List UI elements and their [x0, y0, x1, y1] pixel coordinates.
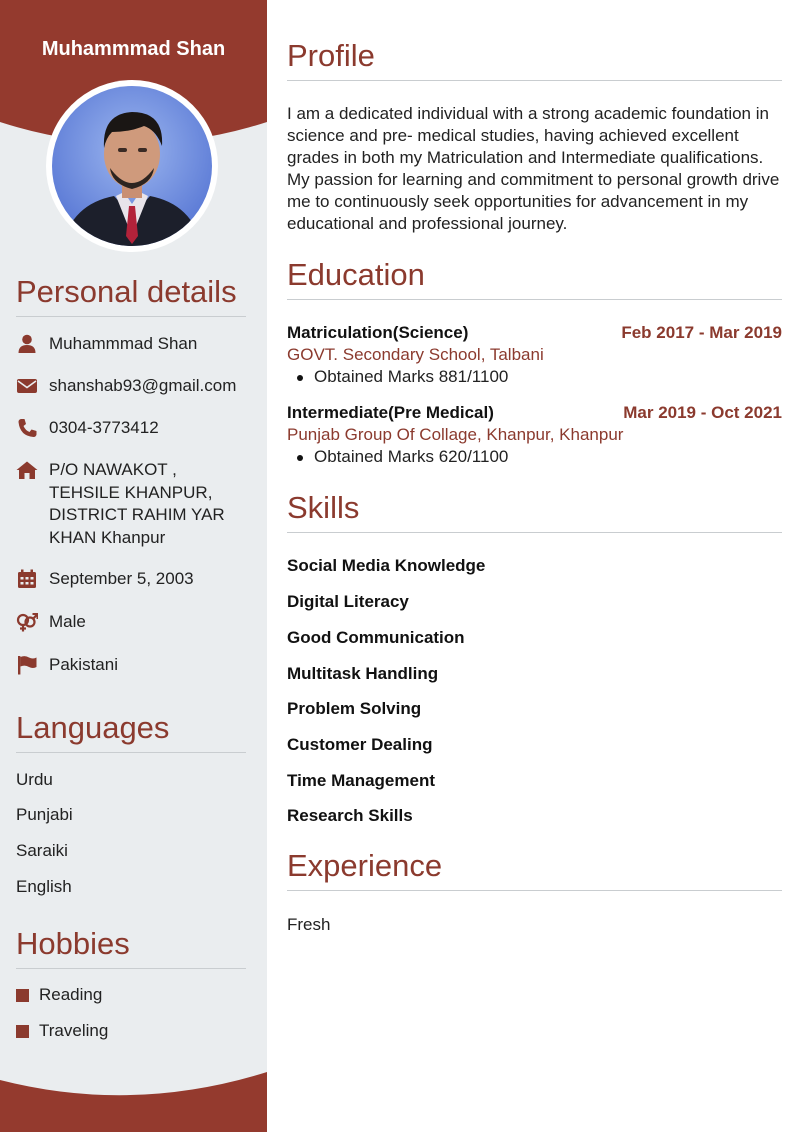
- bullet-square-icon: [16, 1025, 29, 1038]
- calendar-icon: [16, 569, 38, 589]
- skill-item: Research Skills: [287, 806, 413, 825]
- detail-birthdate-text: September 5, 2003: [49, 569, 194, 588]
- profile-photo: [52, 86, 212, 246]
- skill-item: Good Communication: [287, 628, 465, 647]
- languages-heading: Languages: [16, 710, 246, 753]
- experience-text: Fresh: [287, 915, 331, 934]
- skill-item: Problem Solving: [287, 699, 422, 718]
- hobby-text: Reading: [39, 985, 103, 1004]
- language-item: Punjabi: [16, 805, 73, 824]
- bullet-square-icon: [16, 989, 29, 1002]
- detail-phone-text: 0304-3773412: [49, 418, 159, 437]
- resume-name: Muhammmad Shan: [41, 38, 226, 60]
- experience-heading: Experience: [287, 848, 782, 891]
- skill-item: Multitask Handling: [287, 664, 439, 683]
- education-detail-text: Obtained Marks 620/1100: [314, 447, 509, 466]
- education-date: Mar 2019 - Oct 2021: [623, 403, 782, 422]
- hobbies-heading: Hobbies: [16, 926, 246, 969]
- envelope-icon: [16, 376, 38, 396]
- education-heading: Education: [287, 257, 782, 300]
- footer-band: [0, 1072, 267, 1132]
- bullet-dot-icon: [297, 375, 303, 381]
- skill-item: Time Management: [287, 771, 436, 790]
- profile-text: I am a dedicated individual with a strong academic foundation in science and pre- medical studies, having achieved excellent grades in both my Matriculation and Intermediate qualifications. My passion for learning and commitment to personal growth drive me to continuously seek opportunities for advancement in my educational and professional journey.: [287, 104, 780, 233]
- home-icon: [16, 460, 38, 480]
- person-icon: [16, 334, 38, 354]
- education-school: Punjab Group Of Collage, Khanpur, Khanpur: [287, 425, 624, 444]
- detail-nationality-text: Pakistani: [49, 655, 118, 674]
- profile-heading: Profile: [287, 38, 782, 81]
- language-item: Urdu: [16, 770, 53, 789]
- detail-email-text: shanshab93@gmail.com: [49, 376, 237, 395]
- bullet-dot-icon: [297, 455, 303, 461]
- skill-item: Digital Literacy: [287, 592, 409, 611]
- education-school: GOVT. Secondary School, Talbani: [287, 345, 544, 364]
- education-date: Feb 2017 - Mar 2019: [621, 323, 782, 342]
- flag-icon: [16, 655, 38, 675]
- skill-item: Customer Dealing: [287, 735, 433, 754]
- language-item: Saraiki: [16, 841, 68, 860]
- detail-name-text: Muhammmad Shan: [49, 334, 198, 353]
- gender-icon: [16, 612, 38, 632]
- education-detail-text: Obtained Marks 881/1100: [314, 367, 509, 386]
- detail-gender-text: Male: [49, 612, 86, 631]
- hobby-text: Traveling: [39, 1021, 109, 1040]
- language-item: English: [16, 877, 72, 896]
- personal-details-heading: Personal details: [16, 274, 246, 317]
- detail-address-text: P/O NAWAKOT , TEHSILE KHANPUR, DISTRICT RAHIM YAR KHAN Khanpur: [49, 460, 225, 547]
- sidebar: [0, 0, 267, 1132]
- phone-icon: [16, 418, 38, 438]
- skills-heading: Skills: [287, 490, 782, 533]
- education-title: Matriculation(Science): [287, 323, 469, 342]
- education-title: Intermediate(Pre Medical): [287, 403, 494, 422]
- skill-item: Social Media Knowledge: [287, 556, 486, 575]
- profile-photo-frame: [46, 80, 218, 252]
